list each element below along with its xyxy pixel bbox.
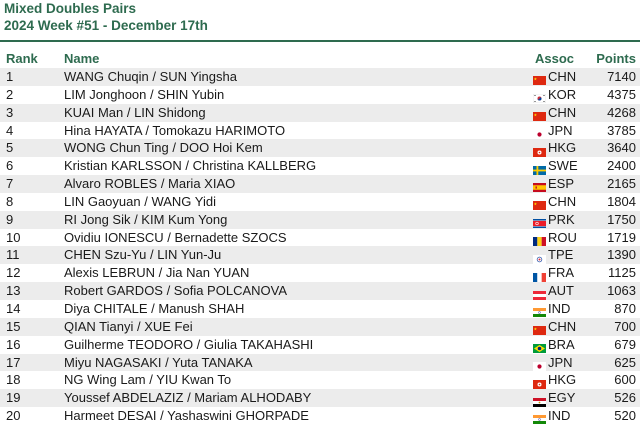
table-row: [0, 193, 640, 211]
points-cell: 2400: [607, 158, 636, 174]
pair-name-cell: Harmeet DESAI / Yashaswini GHORPADE: [64, 408, 309, 424]
rank-cell: 11: [6, 247, 20, 263]
assoc-code-cell: HKG: [548, 372, 577, 388]
points-cell: 4268: [607, 104, 636, 120]
rank-cell: 6: [6, 158, 14, 174]
points-cell: 3785: [607, 122, 636, 138]
rank-cell: 4: [6, 122, 14, 138]
assoc-code-cell: FRA: [548, 265, 574, 281]
bra-flag-icon: [533, 340, 546, 349]
rank-cell: 9: [6, 211, 14, 227]
pair-name-cell: WONG Chun Ting / DOO Hoi Kem: [64, 140, 263, 156]
table-row: [0, 282, 640, 300]
header-divider: [0, 40, 640, 42]
column-header-rank: Rank: [6, 51, 38, 66]
points-cell: 520: [614, 408, 636, 424]
rank-cell: 2: [6, 86, 14, 102]
points-cell: 2165: [607, 176, 636, 192]
pair-name-cell: Alvaro ROBLES / Maria XIAO: [64, 176, 236, 192]
ind-flag-icon: [533, 304, 546, 313]
prk-flag-icon: [533, 215, 546, 224]
pair-name-cell: Diya CHITALE / Manush SHAH: [64, 300, 245, 316]
esp-flag-icon: [533, 179, 546, 188]
chn-flag-icon: [533, 197, 546, 206]
assoc-code-cell: CHN: [548, 104, 577, 120]
tpe-flag-icon: [533, 251, 546, 260]
pair-name-cell: WANG Chuqin / SUN Yingsha: [64, 69, 237, 84]
table-row: [0, 157, 640, 175]
rank-cell: 13: [6, 283, 21, 299]
rank-cell: 1: [6, 69, 14, 84]
jpn-flag-icon: [533, 358, 546, 367]
points-cell: 3640: [607, 140, 636, 156]
pair-name-cell: KUAI Man / LIN Shidong: [64, 104, 206, 120]
table-row: [0, 86, 640, 104]
pair-name-cell: Robert GARDOS / Sofia POLCANOVA: [64, 283, 287, 299]
pair-name-cell: Youssef ABDELAZIZ / Mariam ALHODABY: [64, 390, 312, 406]
table-header: [0, 50, 640, 67]
table-row: [0, 175, 640, 193]
assoc-code-cell: TPE: [548, 247, 574, 263]
hkg-flag-icon: [533, 376, 546, 385]
hkg-flag-icon: [533, 144, 546, 153]
rank-cell: 20: [6, 408, 21, 424]
assoc-code-cell: HKG: [548, 140, 577, 156]
assoc-code-cell: IND: [548, 300, 571, 316]
points-cell: 526: [614, 390, 636, 406]
rou-flag-icon: [533, 233, 546, 242]
rank-cell: 18: [6, 372, 21, 388]
swe-flag-icon: [533, 162, 546, 171]
egy-flag-icon: [533, 394, 546, 403]
chn-flag-icon: [533, 72, 546, 81]
rank-cell: 16: [6, 336, 21, 352]
assoc-code-cell: ROU: [548, 229, 577, 245]
assoc-code-cell: AUT: [548, 283, 574, 299]
column-header-points: Points: [596, 51, 636, 66]
table-row: [0, 407, 640, 425]
points-cell: 870: [614, 300, 636, 316]
jpn-flag-icon: [533, 126, 546, 135]
table-row: [0, 68, 640, 86]
rank-cell: 10: [6, 229, 21, 245]
table-row: [0, 354, 640, 372]
table-row: [0, 318, 640, 336]
points-cell: 4375: [607, 86, 636, 102]
table-row: [0, 336, 640, 354]
assoc-code-cell: CHN: [548, 318, 577, 334]
points-cell: 625: [614, 354, 636, 370]
table-row: [0, 389, 640, 407]
chn-flag-icon: [533, 108, 546, 117]
points-cell: 1390: [607, 247, 636, 263]
assoc-code-cell: IND: [548, 408, 571, 424]
pair-name-cell: LIM Jonghoon / SHIN Yubin: [64, 86, 225, 102]
aut-flag-icon: [533, 287, 546, 296]
rank-cell: 12: [6, 265, 21, 281]
table-row: [0, 211, 640, 229]
ranking-table: [0, 68, 640, 425]
assoc-code-cell: PRK: [548, 211, 575, 227]
pair-name-cell: NG Wing Lam / YIU Kwan To: [64, 372, 232, 388]
table-row: [0, 122, 640, 140]
column-header-assoc: Assoc: [535, 51, 575, 66]
pair-name-cell: Kristian KARLSSON / Christina KALLBERG: [64, 158, 317, 174]
points-cell: 1063: [607, 283, 636, 299]
page-title: Mixed Doubles Pairs: [4, 1, 137, 16]
points-cell: 1804: [607, 193, 636, 209]
rank-cell: 19: [6, 390, 21, 406]
rank-cell: 7: [6, 176, 14, 192]
points-cell: 7140: [607, 69, 636, 84]
ind-flag-icon: [533, 411, 546, 420]
table-row: [0, 371, 640, 389]
table-row: [0, 300, 640, 318]
table-row: [0, 229, 640, 247]
assoc-code-cell: CHN: [548, 69, 577, 84]
pair-name-cell: Miyu NAGASAKI / Yuta TANAKA: [64, 354, 253, 370]
title-block: [4, 0, 624, 34]
assoc-code-cell: CHN: [548, 193, 577, 209]
table-row: [0, 139, 640, 157]
assoc-code-cell: BRA: [548, 336, 575, 352]
points-cell: 1719: [607, 229, 636, 245]
assoc-code-cell: KOR: [548, 86, 577, 102]
kor-flag-icon: [533, 90, 546, 99]
points-cell: 679: [614, 336, 636, 352]
table-row: [0, 264, 640, 282]
page-subtitle: 2024 Week #51 - December 17th: [4, 18, 208, 33]
assoc-code-cell: ESP: [548, 176, 575, 192]
fra-flag-icon: [533, 269, 546, 278]
assoc-code-cell: JPN: [548, 122, 573, 138]
assoc-code-cell: SWE: [548, 158, 578, 174]
rank-cell: 14: [6, 300, 21, 316]
rank-cell: 3: [6, 104, 14, 120]
assoc-code-cell: JPN: [548, 354, 573, 370]
assoc-code-cell: EGY: [548, 390, 576, 406]
pair-name-cell: Guilherme TEODORO / Giulia TAKAHASHI: [64, 336, 314, 352]
rank-cell: 8: [6, 193, 14, 209]
pair-name-cell: Hina HAYATA / Tomokazu HARIMOTO: [64, 122, 286, 138]
table-row: [0, 246, 640, 264]
chn-flag-icon: [533, 322, 546, 331]
column-header-name: Name: [64, 51, 100, 66]
points-cell: 600: [614, 372, 636, 388]
pair-name-cell: Ovidiu IONESCU / Bernadette SZOCS: [64, 229, 287, 245]
table-row: [0, 104, 640, 122]
points-cell: 1125: [608, 265, 636, 281]
points-cell: 1750: [607, 211, 636, 227]
pair-name-cell: LIN Gaoyuan / WANG Yidi: [64, 193, 216, 209]
rank-cell: 17: [6, 354, 21, 370]
rank-cell: 5: [6, 140, 14, 156]
points-cell: 700: [614, 318, 636, 334]
pair-name-cell: QIAN Tianyi / XUE Fei: [64, 318, 193, 334]
pair-name-cell: CHEN Szu-Yu / LIN Yun-Ju: [64, 247, 222, 263]
pair-name-cell: RI Jong Sik / KIM Kum Yong: [64, 211, 228, 227]
pair-name-cell: Alexis LEBRUN / Jia Nan YUAN: [64, 265, 250, 281]
rank-cell: 15: [6, 318, 21, 334]
